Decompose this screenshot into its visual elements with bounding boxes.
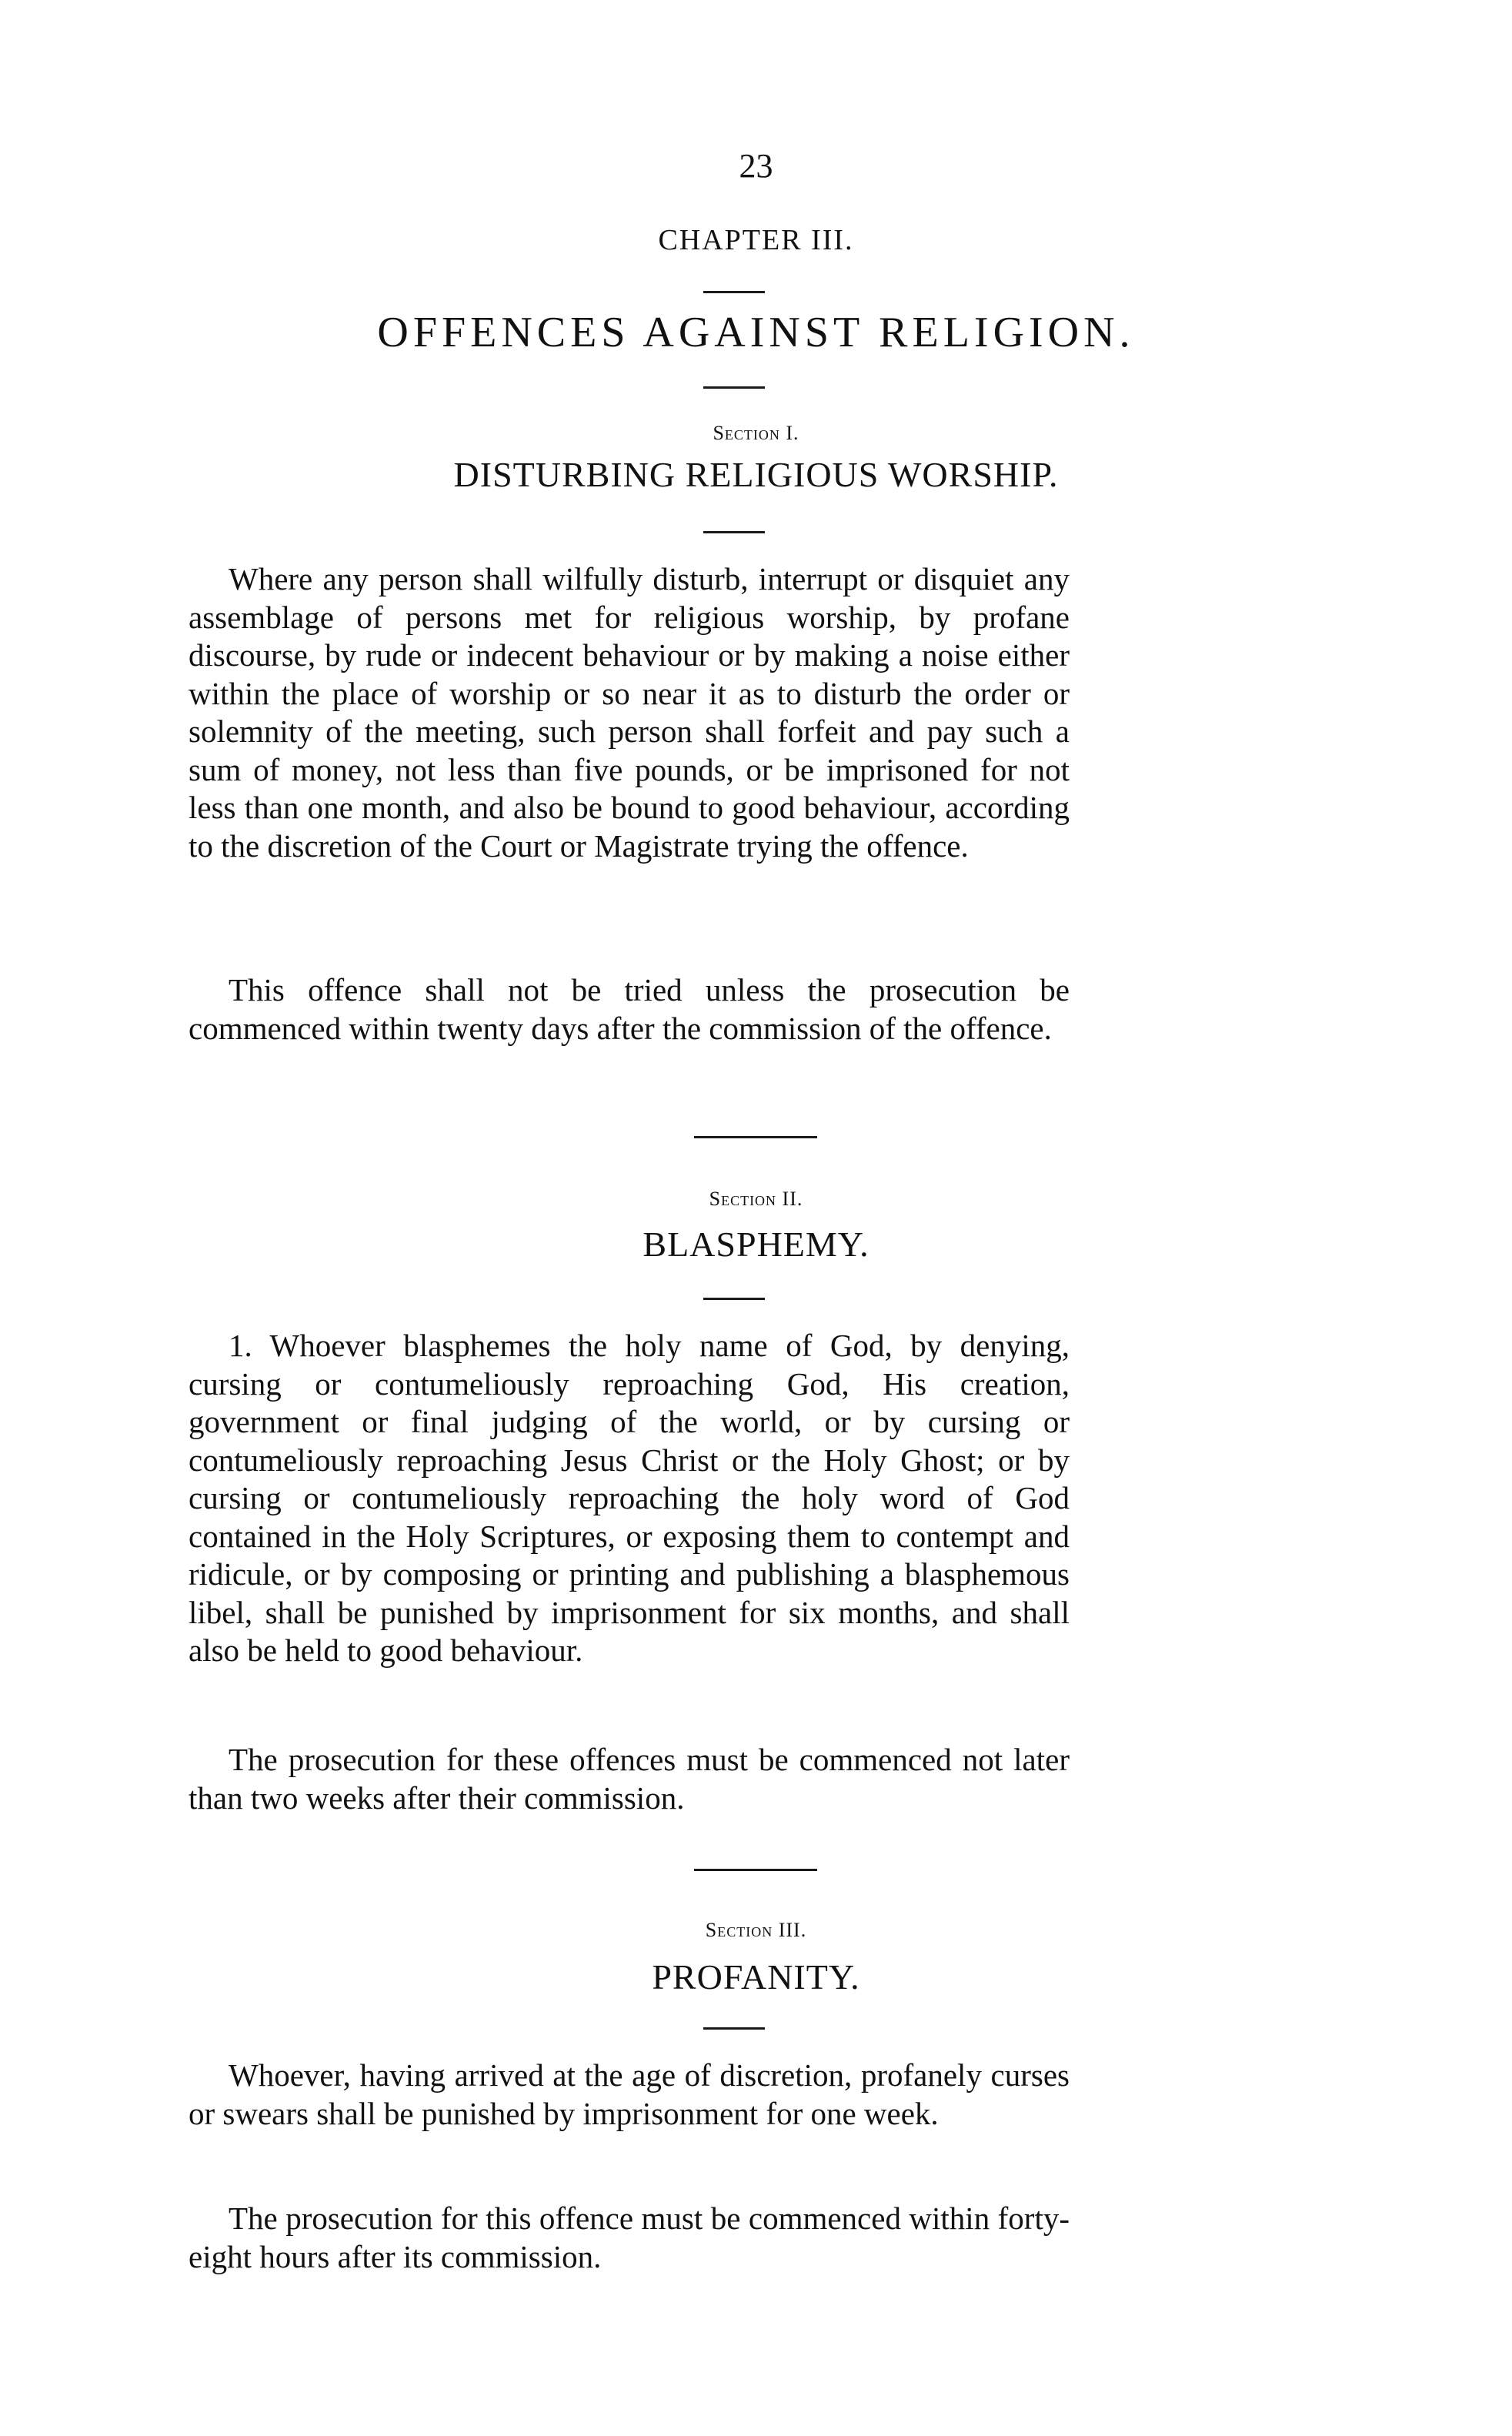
section-label: Section I. bbox=[713, 422, 799, 444]
section-title: PROFANITY. bbox=[652, 1957, 860, 1997]
divider-rule bbox=[703, 2027, 765, 2030]
paragraph: This offence shall not be tried unless the prosecution be commenced within twenty days after the commission of the offence. bbox=[189, 972, 1070, 1046]
chapter-title: OFFENCES AGAINST RELIGION. bbox=[377, 309, 1135, 356]
paragraph: The prosecution for these offences must be commenced not later than two weeks after their commission. bbox=[189, 1742, 1070, 1816]
paragraph: Whoever, having arrived at the age of discretion, profanely curses or swears shall be punished by imprisonment for one week. bbox=[189, 2057, 1070, 2131]
divider-rule bbox=[694, 1136, 817, 1138]
section-title: BLASPHEMY. bbox=[643, 1225, 869, 1264]
chapter-heading: CHAPTER III. bbox=[658, 224, 854, 256]
divider-rule bbox=[703, 531, 765, 533]
paragraph: 1. Whoever blasphemes the holy name of God, by denying, cursing or contumeliously reproaching God, His creation, government or final judging of the world, or by cursing or contumeliously reproaching Jesus Christ or the Holy Ghost; or by cursing or contumeliously reproaching the holy word of God contained in the Holy Scriptures, or exposing them to contempt and ridicule, or by composing or printing and publishing a blasphemous libel, shall be punished by imprisonment for six months, and shall also be held to good behaviour. bbox=[189, 1328, 1070, 1668]
section-label: Section II. bbox=[709, 1188, 803, 1210]
page-number: 23 bbox=[739, 147, 773, 185]
paragraph: The prosecution for this offence must be commenced within forty-eight hours after its commission. bbox=[189, 2200, 1070, 2274]
divider-rule bbox=[703, 1298, 765, 1300]
divider-rule bbox=[694, 1869, 817, 1871]
divider-rule bbox=[703, 291, 765, 293]
section-label: Section III. bbox=[705, 1919, 807, 1941]
section-title: DISTURBING RELIGIOUS WORSHIP. bbox=[453, 455, 1059, 494]
divider-rule bbox=[703, 386, 765, 389]
paragraph: Where any person shall wilfully disturb, interrupt or disquiet any assemblage of persons met for religious worship, by profane discourse, by rude or indecent behaviour or by making a noise either within the place of worship or so near it as to disturb the order or solemnity of the meeting, such person shall forfeit and pay such a sum of money, not less than five pounds, or be imprisoned for not less than one month, and also be bound to good behaviour, according to the discretion of the Court or Magistrate trying the offence. bbox=[189, 561, 1070, 864]
